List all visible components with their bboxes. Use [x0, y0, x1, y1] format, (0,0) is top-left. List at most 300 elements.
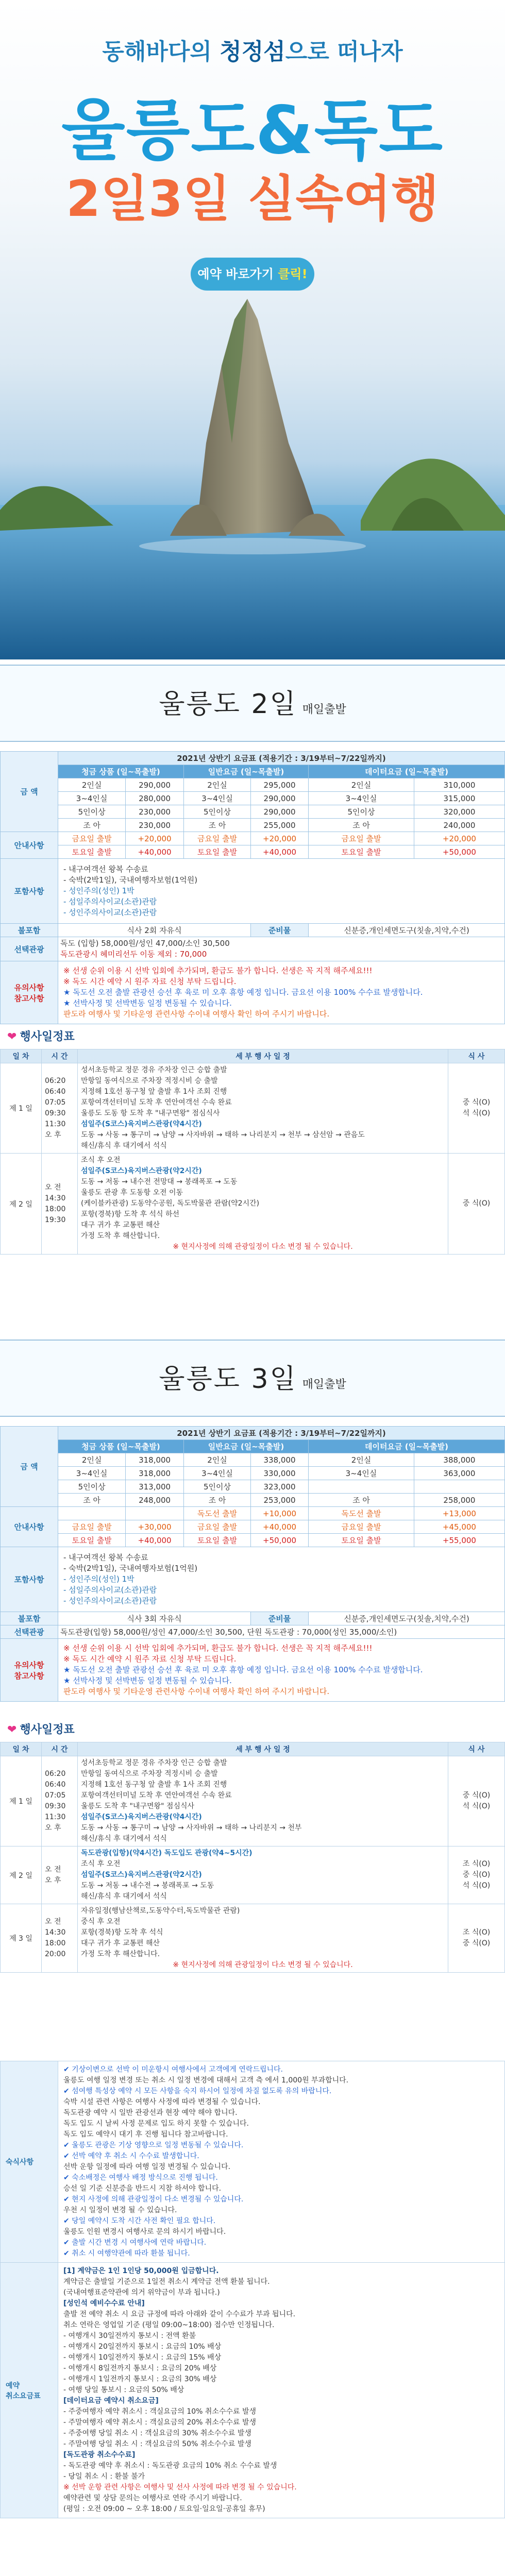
schedule-line: 포항여객선터미널 도착 후 연안여객선 수속 완료	[81, 1098, 232, 1107]
terms-line: ✔ 숙소배정은 여행사 배정 방식으로 진행 됩니다.	[63, 2174, 218, 2182]
terms-line: 독도 입도 시 날씨 사정 문제로 입도 하지 못할 수 있습니다.	[63, 2120, 249, 2128]
price-period: 2021년 상반기 요금표 (적용기간 : 3/19부터~7/22일까지)	[58, 752, 505, 765]
terms-line: ✔ 선박 예약 후 취소 시 수수료 발생합니다.	[63, 2152, 199, 2160]
include-item: - 숙박(2박1일), 국내여행자보험(1억원)	[63, 875, 198, 885]
cell: +20,000	[414, 832, 504, 845]
itinerary-3day	[0, 1716, 505, 1973]
schedule-line: 지정해 1호선 동구청 앞 출발 후 1사 조회 진행	[81, 1781, 227, 1789]
prep-value: 신분증,개인세면도구(칫솔,치약,수건)	[309, 924, 505, 937]
meal: 중 식(O)	[462, 1098, 491, 1107]
col-header: 일 차	[1, 1742, 42, 1756]
terms-line: ※ 선박 운항 관련 사항은 여행사 및 선사 사정에 따라 변경 될 수 있습니다.	[63, 2483, 297, 2492]
time: 18:00	[45, 1939, 66, 1947]
itinerary-title: 행사일정표	[20, 1723, 75, 1736]
cell: 255,000	[251, 819, 309, 832]
add-row	[1, 1534, 505, 1547]
day-row	[1, 1904, 505, 1973]
col-header: 식 사	[448, 1049, 505, 1063]
terms-line: (국내여행표준약관에 의거 위약금이 부과 됩니다.)	[63, 2289, 220, 2297]
time: 오 후	[45, 1876, 61, 1885]
price-row	[1, 1480, 505, 1494]
option-value-2: 독도관광시 혜미리선두 이동 제외 : 70,000	[60, 950, 207, 959]
col-header: 일 차	[1, 1049, 42, 1063]
schedule-line: 조식 후 오전	[81, 1156, 121, 1164]
include-item: - 성인주의(성인) 1박	[63, 1574, 134, 1584]
cell: 토요일 출발	[309, 845, 414, 859]
cell: 토요일 출발	[183, 1534, 250, 1547]
section-subtitle: 매일출발	[302, 1378, 346, 1391]
col-head-3: 데이터요금 (일~목출발)	[309, 1440, 505, 1453]
terms-line: 선박 운항 일정에 따라 여행 일정 변경될 수 있습니다.	[63, 2163, 231, 2171]
price-table	[0, 751, 505, 1024]
cell: 독도선 출발	[309, 1507, 414, 1520]
cell: +50,000	[414, 845, 504, 859]
terms-section	[0, 2061, 505, 2518]
notice-row	[1, 1639, 505, 1702]
cell: 금요일 출발	[309, 1520, 414, 1534]
price-row	[1, 1494, 505, 1507]
cell: 3~4인실	[58, 1467, 126, 1480]
option-label: 선택관광	[1, 1625, 58, 1639]
terms-line: - 여행개시 30일전까지 통보시 : 전액 환불	[63, 2332, 196, 2340]
day-row	[1, 1063, 505, 1154]
itinerary-2day	[0, 1023, 505, 1255]
terms-label: 예약 취소요금표	[1, 2263, 58, 2518]
terms-line: - 주말여행자 예약 취소시 : 객실요금의 20% 취소수수료 발생	[63, 2418, 257, 2427]
itinerary-heading	[0, 1023, 505, 1049]
terms-line: 승선 일 기준 신분증을 반드시 지참 하셔야 합니다.	[63, 2184, 222, 2193]
schedule-line: 지정해 1호선 동구청 앞 출발 후 1사 조회 진행	[81, 1088, 227, 1096]
time: 11:30	[45, 1813, 66, 1821]
terms-line: ✔ 기상이변으로 선박 이 미운항시 여행사에서 고객에게 연락드립니다.	[63, 2065, 283, 2074]
meal: 중 식(O)	[462, 1199, 491, 1208]
meal: 석 식(O)	[462, 1882, 491, 1890]
cell: 323,000	[251, 1480, 309, 1494]
col-head-1: 청금 상품 (일~목출발)	[58, 765, 184, 778]
time: 20:00	[45, 1950, 66, 1958]
terms-line: ✔ 울릉도 관광은 기상 영향으로 일정 변동될 수 있습니다.	[63, 2141, 244, 2149]
schedule-line: 자유일정(행남산책로,도동약수터,독도박물관 관람)	[81, 1907, 240, 1915]
section-header	[0, 1340, 505, 1417]
schedule-line: 중식 후 오전	[81, 1918, 121, 1926]
day-row	[1, 1756, 505, 1846]
meal: 중 식(O)	[462, 1939, 491, 1947]
include-item: - 내구여객선 왕복 수송료	[63, 865, 148, 874]
cell: 318,000	[126, 1453, 184, 1467]
cell: 318,000	[126, 1467, 184, 1480]
hero-sub-prefix: 동해바다의	[102, 39, 220, 65]
price-label: 금 액	[1, 1427, 58, 1507]
cell: 2인실	[58, 778, 126, 792]
cell: +40,000	[126, 1534, 184, 1547]
price-row	[1, 792, 505, 805]
terms-line: [1] 계약금은 1인 1인당 50,000원 입금합니다.	[63, 2267, 219, 2275]
section-ulleungdo-2day	[0, 665, 505, 1024]
include-item: - 성인주의사이교(소관)관람	[63, 908, 157, 917]
terms-line: [독도관광 취소수수료]	[63, 2451, 136, 2459]
terms-line: 출발 전 예약 취소 시 요금 규정에 따라 아래와 같이 수수료가 부과 됩니다.	[63, 2310, 296, 2318]
day-label: 제 2 일	[1, 1846, 42, 1904]
time: 19:30	[45, 1215, 66, 1224]
cell: 315,000	[414, 792, 504, 805]
itinerary-table	[0, 1742, 505, 1973]
time: 06:20	[45, 1077, 66, 1085]
prep-label: 준비물	[251, 924, 309, 937]
schedule-line: 독도관광(입항)(약4시간) 독도입도 관광(약4~5시간)	[81, 1849, 252, 1857]
reserve-button[interactable]	[191, 258, 314, 291]
price-table	[0, 1426, 505, 1702]
day-row	[1, 1846, 505, 1904]
terms-line: - 주중여행자 예약 취소시 : 객실요금의 10% 취소수수료 발생	[63, 2408, 257, 2416]
cell: 조 아	[309, 1494, 414, 1507]
terms-line: - 여행개시 1일전까지 통보시 : 요금의 30% 배상	[63, 2375, 217, 2383]
cell: 5인이상	[58, 805, 126, 819]
schedule-line: 해신/휴식 후 대기에서 석식	[81, 1892, 167, 1901]
cell: 5인이상	[183, 1480, 250, 1494]
include-item: - 섬일주의사이교(소관)관람	[63, 897, 157, 906]
terms-line: 울릉도 인원 변경시 여행사로 문의 하시기 바랍니다.	[63, 2228, 226, 2236]
option-value: 독도관광(입항) 58,000원/성인 47,000/소인 30,500, 단원 독도관광 : 70,000(성인 35,000/소인)	[58, 1625, 505, 1639]
schedule-line: 대구 귀가 후 교통편 해산	[81, 1939, 160, 1947]
cell: 3~4인실	[183, 1467, 250, 1480]
schedule-line: 섬일주(S코스)육지버스관광(약4시간)	[81, 1813, 202, 1821]
schedule-line: 포항여객선터미널 도착 후 연안여객선 수속 완료	[81, 1791, 232, 1800]
price-label: 금 액	[1, 752, 58, 832]
heart-icon: ❤	[7, 1030, 17, 1043]
section-header	[0, 665, 505, 742]
cell: 토요일 출발	[309, 1534, 414, 1547]
price-row	[1, 1453, 505, 1467]
time: 18:00	[45, 1205, 66, 1213]
terms-line: ✔ 출발 시간 변경 시 여행사에 연락 바랍니다.	[63, 2239, 207, 2247]
cell: +10,000	[251, 1507, 309, 1520]
cell: +30,000	[126, 1520, 184, 1534]
time: 07:05	[45, 1098, 66, 1107]
schedule-line: 도동 → 사동 → 통구미 → 남양 → 사자바위 → 태하 → 나리분지 → 천부	[81, 1824, 302, 1832]
time: 오 전	[45, 1183, 61, 1192]
notice-item: ★ 선박사정 및 선박변동 일정 변동될 수 있습니다.	[63, 1676, 232, 1685]
price-period: 2021년 상반기 요금표 (적용기간 : 3/19부터~7/22일까지)	[58, 1427, 505, 1440]
notice-item: ※ 독도 시간 예약 시 원주 자료 신청 부탁 드립니다.	[63, 1654, 237, 1664]
exclude-value: 식사 2회 자유식	[58, 924, 251, 937]
terms-line: [데이터요금 예약시 취소요금]	[63, 2397, 159, 2405]
include-row	[1, 859, 505, 924]
prep-value: 신분증,개인세면도구(칫솔,치약,수건)	[309, 1612, 505, 1625]
schedule-line: 가정 도착 후 해산합니다.	[81, 1950, 160, 1958]
cell: +40,000	[251, 1520, 309, 1534]
day-label: 제 1 일	[1, 1756, 42, 1846]
hero-sub-bold: 청정섬	[220, 39, 285, 65]
schedule-line: (케이블카관광) 도동약수공원, 독도박물관 관람(약2시간)	[81, 1199, 260, 1208]
schedule-line: 가정 도착 후 해산합니다.	[81, 1232, 160, 1240]
terms-line: 취소 연락은 영업일 기준 (평일 09:00~18:00) 접수만 인정됩니다.	[63, 2321, 275, 2329]
cell: 금요일 출발	[183, 832, 250, 845]
price-row	[1, 805, 505, 819]
cell: 280,000	[126, 792, 184, 805]
cell	[309, 1480, 414, 1494]
cell	[414, 1480, 504, 1494]
day-label: 제 2 일	[1, 1154, 42, 1255]
cell: 조 아	[58, 819, 126, 832]
day-row	[1, 1154, 505, 1255]
terms-body	[58, 2061, 505, 2263]
col-head-1: 청금 상품 (일~목출발)	[58, 1440, 184, 1453]
cell: 금요일 출발	[183, 1520, 250, 1534]
terms-line: 울릉도 여행 일정 변경 또는 취소 시 일정 변경에 대해서 고객 측 에서 1,000원 부과합니다.	[63, 2076, 349, 2084]
terms-body	[58, 2263, 505, 2518]
notice-item: ★ 선박사정 및 선박변동 일정 변동될 수 있습니다.	[63, 998, 232, 1008]
cell: 토요일 출발	[58, 845, 126, 859]
rock-island-illustration	[0, 289, 505, 659]
notice-label: 유의사항 참고사항	[1, 961, 58, 1024]
section-ulleungdo-3day	[0, 1340, 505, 1702]
exclude-label: 불포함	[1, 924, 58, 937]
schedule-line: 울릉도 도동 항 도착 후 "내구면왕" 점심식사	[81, 1109, 220, 1117]
hero-sub-suffix: 으로 떠나자	[285, 39, 403, 65]
terms-line: - 여행개시 8일전까지 통보시 : 요금의 20% 배상	[63, 2364, 217, 2372]
include-row	[1, 1547, 505, 1612]
cell: 5인이상	[183, 805, 250, 819]
time: 09:30	[45, 1109, 66, 1117]
meal: 석 식(O)	[462, 1802, 491, 1810]
notice-item: ★ 독도선 오전 출발 관광선 승선 후 육로 미 오후 휴항 예정 입니다. 금요선 이용 100% 수수료 발생합니다.	[63, 1665, 423, 1674]
cell: 조 아	[183, 1494, 250, 1507]
terms-table	[0, 2061, 505, 2518]
cell: 3~4인실	[309, 792, 414, 805]
hero-banner	[0, 0, 505, 659]
cell: 금요일 출발	[309, 832, 414, 845]
time: 07:05	[45, 1791, 66, 1800]
schedule-line: 성서초등학교 정문 경유 주차장 인근 승합 출발	[81, 1759, 227, 1767]
cell: +50,000	[251, 1534, 309, 1547]
include-item: - 내구여객선 왕복 수송료	[63, 1553, 148, 1562]
notice-label: 유의사항 참고사항	[1, 1639, 58, 1702]
cell: 3~4인실	[183, 792, 250, 805]
cell: 290,000	[251, 792, 309, 805]
terms-line: - 주말여행 당일 취소 시 : 객실요금의 50% 취소수수료 발생	[63, 2440, 251, 2448]
schedule-line: 도동 → 저동 → 내수전 전망대 → 봉래폭포 → 도동	[81, 1178, 238, 1186]
meal: 조 식(O)	[462, 1860, 491, 1868]
schedule-line: 울릉도 도착 후 "내구면왕" 점심식사	[81, 1802, 195, 1810]
option-row	[1, 1625, 505, 1639]
cell: +20,000	[126, 832, 184, 845]
time: 06:40	[45, 1088, 66, 1096]
notice-item: 판도라 여행사 및 기타운영 관련사항 수이내 여행사 확인 하여 주시기 바랍니다.	[63, 1687, 330, 1696]
itinerary-warning: ※ 현지사정에 의해 관광일정이 다소 변경 될 수 있습니다.	[173, 1243, 353, 1251]
cell: +45,000	[414, 1520, 504, 1534]
terms-line: ✔ 취소 시 여행약관에 따라 환불 됩니다.	[63, 2249, 190, 2258]
schedule-line: 성서초등학교 정문 경유 주차장 인근 승합 출발	[81, 1066, 227, 1074]
time: 오 후	[45, 1131, 61, 1139]
cell: 토요일 출발	[58, 1534, 126, 1547]
reserve-button-strong: 클릭!	[278, 267, 308, 281]
cell: 338,000	[251, 1453, 309, 1467]
col-header: 세 부 행 사 일 정	[78, 1742, 448, 1756]
terms-line: - 당일 취소 시 : 환불 불가	[63, 2472, 145, 2481]
terms-label: 숙식사항	[1, 2061, 58, 2263]
add-label: 안내사항	[1, 832, 58, 859]
day-label: 제 3 일	[1, 1904, 42, 1973]
itinerary-heading	[0, 1716, 505, 1742]
meal: 중 식(O)	[462, 1791, 491, 1800]
time: 오 전	[45, 1865, 61, 1874]
prep-label: 준비물	[251, 1612, 309, 1625]
cell: +20,000	[251, 832, 309, 845]
col-head-2: 일반요금 (일~목출발)	[183, 1440, 308, 1453]
terms-line: 계약금은 출발일 기준으로 1일전 취소시 계약금 전액 환불 됩니다.	[63, 2278, 270, 2286]
cell: 토요일 출발	[183, 845, 250, 859]
meal: 석 식(O)	[462, 1109, 491, 1117]
cell: 5인이상	[58, 1480, 126, 1494]
time: 09:30	[45, 1802, 66, 1810]
terms-row-stay	[1, 2061, 505, 2263]
notice-item: ★ 독도선 오전 출발 관광선 승선 후 육로 미 오후 휴항 예정 입니다. 금요선 이용 100% 수수료 발생합니다.	[63, 988, 423, 997]
cell: 230,000	[126, 805, 184, 819]
add-label: 안내사항	[1, 1507, 58, 1547]
itinerary-table	[0, 1049, 505, 1255]
add-row	[1, 1520, 505, 1534]
cell: 240,000	[414, 819, 504, 832]
schedule-line: 울릉도 관광 후 도동항 오전 이동	[81, 1189, 183, 1197]
cell: 금요일 출발	[58, 1520, 126, 1534]
col-head-2: 일반요금 (일~목출발)	[183, 765, 308, 778]
hero-title-1: 울릉도&독도	[61, 92, 444, 169]
schedule-line: 도동 → 사동 → 통구미 → 남양 → 사자바위 → 태하 → 나리분지 → 천부 → 삼선암 → 관음도	[81, 1131, 365, 1139]
heart-icon: ❤	[7, 1723, 17, 1736]
terms-line: 숙박 시설 관련 사항은 여행사 사정에 따라 변경될 수 있습니다.	[63, 2098, 261, 2106]
cell: +13,000	[414, 1507, 504, 1520]
terms-line: - 주중여행 당일 취소 시 : 객실요금의 30% 취소수수료 발생	[63, 2429, 251, 2437]
terms-line: ✔ 당일 예약시 도착 시간 사전 확인 필요 합니다.	[63, 2217, 216, 2225]
meal: 조 식(O)	[462, 1928, 491, 1937]
cell: 3~4인실	[309, 1467, 414, 1480]
cell: 5인이상	[309, 805, 414, 819]
cell: +40,000	[251, 845, 309, 859]
section-subtitle: 매일출발	[302, 703, 346, 716]
include-item: - 숙박(2박1일), 국내여행자보험(1억원)	[63, 1564, 198, 1573]
schedule-line: 대구 귀가 후 교통편 해산	[81, 1221, 160, 1229]
terms-line: ✔ 섬여행 특성상 예약 시 모든 사항을 숙지 하시어 일정에 차질 없도록 유의 바랍니다.	[63, 2087, 332, 2095]
exclude-row	[1, 1612, 505, 1625]
exclude-value: 식사 3회 자유식	[58, 1612, 251, 1625]
cell: 248,000	[126, 1494, 184, 1507]
schedule-line: 섬일주(S코스)육지버스관광(약4시간)	[81, 1120, 202, 1128]
cell: 조 아	[183, 819, 250, 832]
terms-line: (평일 : 오전 09:00 ~ 오후 18:00 / 토요일·일요일·공휴일 휴무)	[63, 2505, 265, 2513]
schedule-line: 섬일주(S코스)육지버스관광(약2시간)	[81, 1871, 202, 1879]
add-row	[1, 1507, 505, 1520]
schedule-line: 만항일 동여식으로 주차장 적정시비 승 출발	[81, 1770, 218, 1778]
time: 11:30	[45, 1120, 66, 1128]
cell: +40,000	[126, 845, 184, 859]
include-item: - 성인주의사이교(소관)관람	[63, 1596, 157, 1605]
cell	[58, 1507, 126, 1520]
notice-item: 판도라 여행사 및 기타운영 관련사항 수이내 여행사 확인 하여 주시기 바랍니다.	[63, 1009, 330, 1019]
cell: 230,000	[126, 819, 184, 832]
terms-line: 우천 시 일정이 변경 될 수 있습니다.	[63, 2206, 177, 2214]
add-row	[1, 832, 505, 845]
time: 오 전	[45, 1918, 61, 1926]
time: 14:30	[45, 1928, 66, 1937]
cell: 2인실	[309, 1453, 414, 1467]
exclude-label: 불포함	[1, 1612, 58, 1625]
schedule-line: 포항(경북)항 도착 후 석식	[81, 1928, 163, 1937]
terms-line: - 여행 당일 통보시 : 요금의 50% 배상	[63, 2386, 184, 2394]
cell: 295,000	[251, 778, 309, 792]
cell: 290,000	[251, 805, 309, 819]
cell: 2인실	[183, 1453, 250, 1467]
include-item: - 성인주의(성인) 1박	[63, 886, 134, 895]
terms-line: - 독도관광 예약 후 취소시 : 독도관광 요금의 10% 취소 수수료 발생	[63, 2462, 277, 2470]
cell: 2인실	[58, 1453, 126, 1467]
include-item: - 섬일주의사이교(소관)관람	[63, 1585, 157, 1595]
section-title: 울릉도 3일	[159, 1364, 297, 1395]
option-value: 독도 (입항) 58,000원/성인 47,000/소인 30,500	[60, 939, 230, 948]
time: 06:20	[45, 1770, 66, 1778]
add-row	[1, 845, 505, 859]
col-header: 시 간	[42, 1742, 78, 1756]
price-row	[1, 778, 505, 792]
exclude-row	[1, 924, 505, 937]
terms-line: ✔ 현지 사정에 의해 관광일정이 다소 변경될 수 있습니다.	[63, 2195, 244, 2204]
meal: 중 식(O)	[462, 1871, 491, 1879]
cell: 310,000	[414, 778, 504, 792]
notice-item: ※ 선생 순위 이용 시 선박 입회에 추가되며, 환급도 불가 합니다. 선생은 꼭 지적 해주세요!!!	[63, 966, 373, 975]
time: 06:40	[45, 1781, 66, 1789]
schedule-line: 섬일주(S코스)육지버스관광(약2시간)	[81, 1167, 202, 1175]
cell: 258,000	[414, 1494, 504, 1507]
time: 오 후	[45, 1824, 61, 1832]
notice-item: ※ 선생 순위 이용 시 선박 입회에 추가되며, 환급도 불가 합니다. 선생은 꼭 지적 해주세요!!!	[63, 1643, 373, 1653]
terms-line: - 여행개시 20일전까지 통보시 : 요금의 10% 배상	[63, 2343, 222, 2351]
reserve-button-label: 예약 바로가기	[197, 267, 278, 281]
itinerary-title: 행사일정표	[20, 1030, 75, 1043]
cell: 290,000	[126, 778, 184, 792]
cell: 2인실	[309, 778, 414, 792]
itinerary-warning: ※ 현지사정에 의해 관광일정이 다소 변경 될 수 있습니다.	[173, 1961, 353, 1969]
option-row	[1, 937, 505, 961]
schedule-line: 해신/휴식 후 대기에서 석식	[81, 1835, 167, 1843]
terms-line: - 여행개시 10일전까지 통보시 : 요금의 15% 배상	[63, 2353, 222, 2362]
schedule-line: 도동 → 저동 → 내수전 → 봉래폭포 → 도동	[81, 1882, 214, 1890]
notice-row	[1, 961, 505, 1024]
terms-line: 독도 입도 예약시 대기 후 진행 됩니다 참고바랍니다.	[63, 2130, 228, 2139]
hero-subtitle	[0, 33, 505, 66]
terms-row-cancel	[1, 2263, 505, 2518]
cell: 363,000	[414, 1467, 504, 1480]
time: 14:30	[45, 1194, 66, 1202]
schedule-line: 해신/휴식 후 대기에서 석식	[81, 1142, 167, 1150]
col-header: 세 부 행 사 일 정	[78, 1049, 448, 1063]
section-title: 울릉도 2일	[159, 689, 297, 720]
cell: +55,000	[414, 1534, 504, 1547]
terms-line: 예약관련 및 상담 문의는 여행사로 연락 주시기 바랍니다.	[63, 2494, 242, 2502]
col-header: 시 간	[42, 1049, 78, 1063]
include-label: 포함사항	[1, 1547, 58, 1612]
cell: 388,000	[414, 1453, 504, 1467]
cell: 조 아	[58, 1494, 126, 1507]
cell: 조 아	[309, 819, 414, 832]
cell	[126, 1507, 184, 1520]
cell: 3~4인실	[58, 792, 126, 805]
terms-line: 독도관광 예약 시 일반 관광선과 현장 예약 해야 합니다.	[63, 2109, 238, 2117]
price-row	[1, 819, 505, 832]
cell: 313,000	[126, 1480, 184, 1494]
cell: 253,000	[251, 1494, 309, 1507]
cell: 독도선 출발	[183, 1507, 250, 1520]
option-label: 선택관광	[1, 937, 58, 961]
cell: 330,000	[251, 1467, 309, 1480]
